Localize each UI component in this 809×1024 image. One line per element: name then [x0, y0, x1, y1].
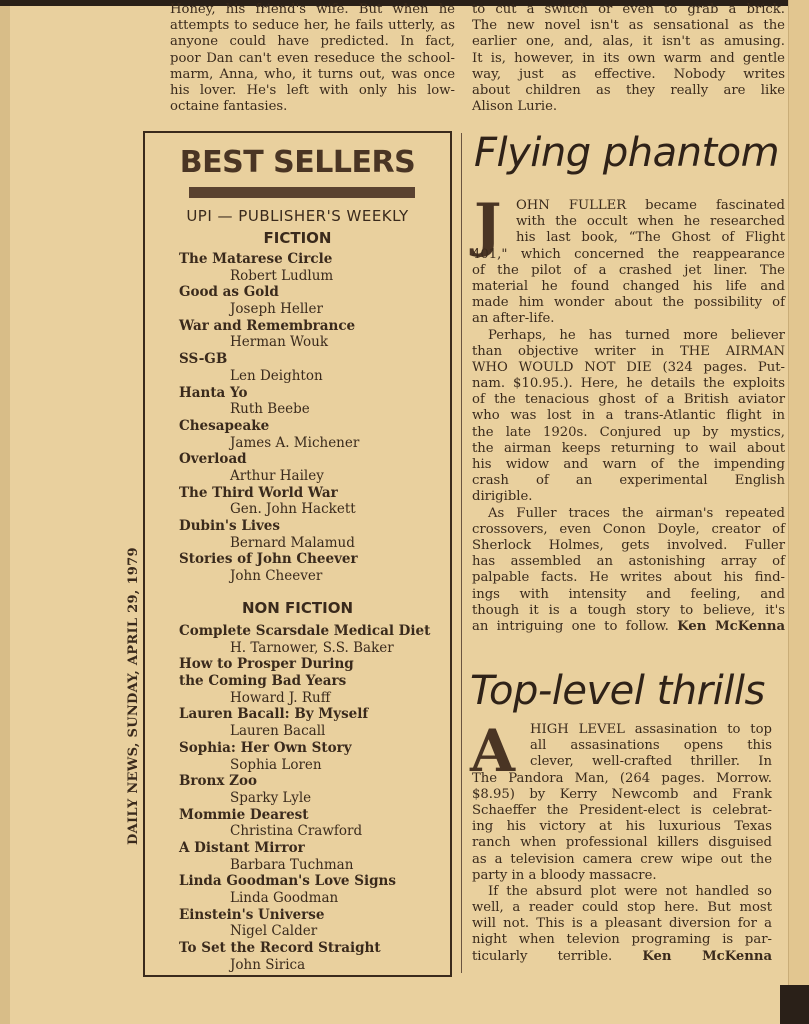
best-seller-entry: [179, 451, 359, 484]
line-text: the airman keeps returning to wail about: [472, 440, 785, 456]
line-text: made him wonder about the possibility of: [472, 295, 785, 311]
book-author: Arthur Hailey: [230, 467, 324, 484]
line-text: WHO WOULD NOT DIE (324 pages. Put-: [472, 359, 785, 375]
text-line: [472, 344, 785, 360]
text-line: [472, 441, 785, 457]
text-line: [472, 230, 785, 246]
nonfiction-heading: NON FICTION: [241, 599, 354, 617]
book-title: Bronx Zoo: [179, 773, 257, 790]
text-line: [472, 771, 772, 787]
line-text: The Pandora Man, (264 pages. Morrow.: [472, 770, 772, 786]
book-title: Mommie Dearest: [179, 806, 309, 823]
line-text: ranch when professional killers disguised: [472, 835, 772, 851]
book-author: H. Tarnower, S.S. Baker: [230, 639, 394, 656]
line-text: an after-life.: [472, 311, 555, 327]
text-line: [472, 328, 785, 344]
best-sellers-source: UPI — PUBLISHER'S WEEKLY: [186, 207, 409, 225]
best-seller-entry: [179, 418, 359, 451]
book-author: Herman Wouk: [230, 334, 329, 351]
book-author: Joseph Heller: [230, 301, 323, 318]
line-text: who was lost in a trans-Atlantic flight in: [472, 408, 785, 424]
book-author: Sophia Loren: [230, 756, 322, 773]
book-title: Overload: [179, 451, 247, 468]
clipping-left-edge: [0, 0, 10, 1024]
text-line: [472, 408, 785, 424]
line-text: ings with intensity and feeling, and: [472, 586, 785, 602]
text-line: [472, 214, 785, 230]
book-author: Gen. John Hackett: [230, 501, 356, 518]
text-line: octaine fantasies.: [170, 99, 288, 115]
book-author: Barbara Tuchman: [230, 856, 354, 873]
book-title: The Matarese Circle: [179, 251, 333, 267]
best-seller-entry: [179, 940, 430, 973]
article2-dropcap: A: [470, 717, 516, 785]
title-bar-divider: [189, 187, 415, 198]
best-seller-entry: [179, 873, 430, 906]
line-text: ticularly terrible.: [472, 948, 613, 964]
book-title-cont: the Coming Bad Years: [179, 673, 347, 690]
text-line: [472, 852, 772, 868]
byline: Ken McKenna: [677, 618, 785, 634]
book-title: A Distant Mirror: [179, 839, 305, 856]
adjacent-page-strip: [788, 0, 809, 1024]
book-title: Complete Scarsdale Medical Diet: [179, 623, 431, 639]
nonfiction-list: [179, 623, 430, 973]
best-seller-entry: [179, 907, 430, 940]
text-line: [472, 738, 772, 754]
best-seller-entry: [179, 351, 359, 384]
best-seller-entry: [179, 740, 430, 773]
line-text: nam. $10.95.). Here, he details the exploits: [472, 376, 785, 392]
text-line: [472, 247, 785, 263]
line-text: has assembled an astonishing array of: [472, 554, 785, 570]
text-line: [472, 425, 785, 441]
text-line: [472, 868, 772, 884]
best-sellers-title: BEST SELLERS: [179, 145, 416, 180]
best-seller-entry: [179, 385, 359, 418]
best-seller-entry: [179, 807, 430, 840]
best-seller-entry: [179, 773, 430, 806]
line-text: an intriguing one to follow.: [472, 618, 669, 634]
fiction-heading: FICTION: [263, 229, 332, 247]
book-author: Ruth Beebe: [230, 401, 310, 418]
line-text: of the pilot of a crashed jet liner. The: [472, 262, 785, 278]
line-text: dirigible.: [472, 489, 533, 505]
line-text: the late 1920s. Conjured up by mystics,: [472, 424, 785, 440]
line-text: If the absurd plot were not handled so: [488, 883, 772, 899]
text-line: [472, 376, 785, 392]
book-author: Lauren Bacall: [230, 723, 326, 740]
line-text: though it is a tough story to believe, it's: [472, 602, 785, 618]
text-line: [472, 263, 785, 279]
line-text: than objective writer in THE AIRMAN: [472, 343, 785, 359]
line-text: crash of an experimental English: [472, 473, 785, 489]
byline: Ken McKenna: [642, 948, 772, 964]
best-seller-entry: [179, 656, 430, 706]
line-text: well, a reader could stop here. But most: [472, 900, 772, 916]
line-text: palpable facts. He writes about his find-: [472, 570, 785, 586]
text-line: about children as they really are like: [472, 82, 785, 98]
text-line: [472, 570, 785, 586]
book-title: Hanta Yo: [179, 384, 248, 401]
article2-body: [470, 717, 772, 965]
text-line: [472, 787, 772, 803]
column-rule: [461, 133, 462, 973]
best-seller-entry: [179, 518, 359, 551]
text-line: [472, 279, 785, 295]
book-title: Sophia: Her Own Story: [179, 739, 352, 756]
line-text: HIGH LEVEL assasination to top: [530, 722, 772, 737]
text-line: [472, 949, 772, 965]
book-author: Christina Crawford: [230, 823, 363, 840]
line-text: ing his victory at his luxurious Texas: [472, 819, 772, 835]
text-line: [472, 457, 785, 473]
text-line: poor Dan can't even reseduce the school-: [170, 50, 455, 66]
best-seller-entry: [179, 251, 359, 284]
text-line: [472, 360, 785, 376]
fiction-list: [179, 251, 359, 585]
text-line: marm, Anna, who, it turns out, was once: [170, 66, 455, 82]
book-title: War and Remembrance: [179, 317, 356, 334]
text-line: [472, 803, 772, 819]
article1-body: [472, 191, 785, 635]
line-text: Schaeffer the President-elect is celebrat-: [472, 802, 772, 818]
article1-headline: Flying phantom: [474, 130, 780, 176]
line-text: As Fuller traces the airman's repeated: [488, 505, 785, 521]
book-author: Len Deighton: [230, 367, 323, 384]
line-text: his last book, “The Ghost of Flight: [516, 230, 785, 246]
text-line: way, just as effective. Nobody writes: [472, 66, 785, 82]
line-text: Perhaps, he has turned more believer: [488, 327, 785, 343]
text-line: The new novel isn't as sensational as the: [472, 18, 785, 34]
line-text: of the tenacious ghost of a British aviator: [472, 392, 785, 408]
line-text: crossovers, even Conon Doyle, creator of: [472, 521, 785, 537]
text-line: [472, 932, 772, 948]
text-line: [472, 619, 785, 635]
book-title: Einstein's Universe: [179, 906, 325, 923]
best-seller-entry: [179, 623, 430, 656]
previous-review-column-right: [472, 2, 785, 115]
book-title: Dubin's Lives: [179, 518, 280, 534]
best-seller-entry: [179, 551, 359, 584]
text-line: [472, 198, 785, 214]
book-author: John Sirica: [230, 956, 306, 973]
book-author: Howard J. Ruff: [230, 689, 331, 706]
book-author: Bernard Malamud: [230, 534, 355, 551]
line-text: OHN FULLER became fascinated: [516, 198, 785, 213]
book-title: SS-GB: [179, 351, 228, 368]
text-line: [472, 311, 785, 327]
line-text: material he found changed his life and: [472, 278, 785, 294]
best-seller-entry: [179, 284, 359, 317]
book-title: How to Prosper During: [179, 656, 354, 673]
line-text: clever, well-crafted thriller. In: [530, 754, 772, 770]
dark-corner: [780, 985, 809, 1024]
text-line: [472, 587, 785, 603]
text-line: attempts to seduce her, he fails utterly, as: [170, 18, 455, 34]
text-line: [472, 392, 785, 408]
line-text: Sherlock Holmes, gets involved. Fuller: [472, 537, 785, 553]
best-seller-entry: [179, 840, 430, 873]
book-title: Chesapeake: [179, 417, 270, 434]
text-line: [472, 884, 772, 900]
text-line: It is, however, in its own warm and gentle: [472, 50, 785, 66]
line-text: with the occult when he researched: [516, 214, 785, 230]
text-line: earlier one, and, alas, it isn't as amusing.: [472, 34, 785, 50]
book-title: Good as Gold: [179, 284, 279, 301]
text-line: [472, 835, 772, 851]
best-seller-entry: [179, 706, 430, 739]
line-text: will not. This is a pleasant diversion for a: [472, 916, 772, 932]
book-title: Linda Goodman's Love Signs: [179, 873, 396, 890]
line-text: night when televion programing is par-: [472, 932, 772, 948]
line-text: as a television camera crew wipe out the: [472, 851, 772, 867]
text-line: [472, 754, 772, 770]
text-line: [472, 506, 785, 522]
text-line: [472, 538, 785, 554]
text-line: [472, 819, 772, 835]
dateline: DAILY NEWS, SUNDAY, APRIL 29, 1979: [126, 547, 141, 845]
text-line: [472, 473, 785, 489]
book-author: James A. Michener: [230, 434, 360, 451]
text-line: anyone could have predicted. In fact,: [170, 34, 455, 50]
book-author: John Cheever: [230, 568, 323, 585]
text-line: Alison Lurie.: [472, 99, 558, 115]
text-line: his lover. He's left with only his low-: [170, 82, 455, 98]
line-text: 401," which concerned the reappearance: [472, 246, 785, 262]
line-text: his widow and warn of the impending: [472, 457, 785, 472]
article2-headline: Top-level thrills: [470, 668, 765, 714]
text-line: Honey, his friend's wife. But when he: [170, 2, 455, 17]
text-line: [472, 554, 785, 570]
line-text: party in a bloody massacre.: [472, 867, 657, 883]
book-author: Robert Ludlum: [230, 267, 334, 284]
best-sellers-box: [143, 131, 452, 977]
previous-review-column-left: [170, 2, 455, 115]
text-line: [472, 722, 772, 738]
book-title: To Set the Record Straight: [179, 940, 381, 957]
text-line: [472, 603, 785, 619]
book-title: The Third World War: [179, 484, 338, 501]
article1-dropcap: J: [474, 191, 502, 259]
best-seller-entry: [179, 485, 359, 518]
text-line: [472, 295, 785, 311]
text-line: [472, 522, 785, 538]
book-title: Stories of John Cheever: [179, 551, 358, 568]
text-line: to cut a switch or even to grab a brick.: [472, 2, 785, 17]
book-author: Sparky Lyle: [230, 789, 312, 806]
text-line: [472, 916, 772, 932]
text-line: [472, 900, 772, 916]
line-text: all assasinations opens this: [530, 738, 772, 754]
book-author: Linda Goodman: [230, 890, 339, 906]
text-line: [472, 489, 785, 505]
book-title: Lauren Bacall: By Myself: [179, 706, 369, 723]
line-text: $8.95) by Kerry Newcomb and Frank: [472, 786, 772, 802]
book-author: Nigel Calder: [230, 923, 318, 940]
best-seller-entry: [179, 318, 359, 351]
